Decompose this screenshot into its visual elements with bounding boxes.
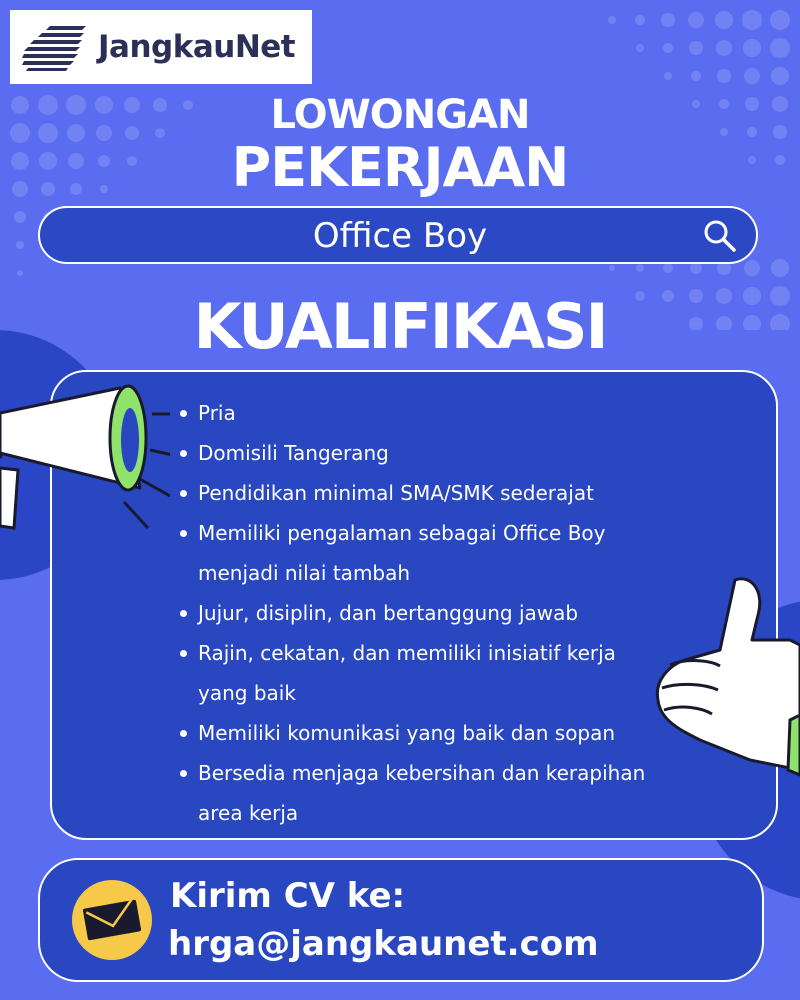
contact-label: Kirim CV ke:	[170, 876, 406, 916]
thumbs-up-icon	[640, 570, 800, 800]
list-item: Jujur, disiplin, dan bertanggung jawab	[150, 593, 670, 633]
headline-line-1: LOWONGAN	[270, 92, 530, 138]
position-bar	[38, 206, 758, 264]
qualifications-title: KUALIFIKASI	[193, 290, 607, 363]
envelope-icon	[82, 898, 142, 942]
brand-name: JangkauNet	[98, 29, 296, 65]
megaphone-icon	[0, 378, 170, 538]
qualifications-list	[150, 393, 670, 833]
list-item: Memiliki komunikasi yang baik dan sopan	[150, 713, 670, 753]
headline-line-2: PEKERJAAN	[231, 136, 569, 199]
list-item: Pendidikan minimal SMA/SMK sederajat	[150, 473, 670, 513]
list-item: Bersedia menjaga kebersihan dan kerapihan area kerja	[150, 753, 670, 833]
contact-email[interactable]: hrga@jangkaunet.com	[168, 924, 599, 964]
position-title: Office Boy	[312, 216, 488, 256]
list-item: Memiliki pengalaman sebagai Office Boy menjadi nilai tambah	[150, 513, 670, 593]
logo	[10, 10, 312, 84]
list-item: Domisili Tangerang	[150, 433, 670, 473]
stacked-lines-logo-icon	[20, 22, 92, 72]
list-item: Rajin, cekatan, dan memiliki inisiatif kerja yang baik	[150, 633, 670, 713]
search-icon	[702, 218, 738, 254]
list-item: Pria	[150, 393, 670, 433]
